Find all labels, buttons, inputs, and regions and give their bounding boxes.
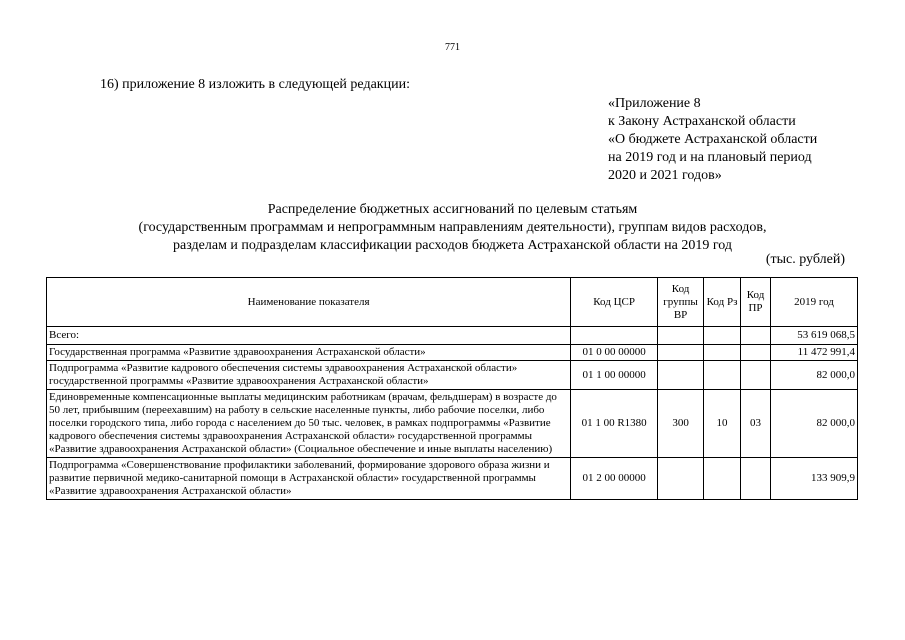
cell-csr (571, 327, 658, 345)
intro-text: 16) приложение 8 изложить в следующей редакции: (100, 77, 410, 92)
cell-csr: 01 1 00 R1380 (571, 390, 658, 458)
cell-rz (704, 361, 741, 390)
units-label: (тыс. рублей) (765, 252, 845, 267)
cell-pr (741, 361, 771, 390)
cell-pr (741, 458, 771, 500)
cell-pr (741, 327, 771, 345)
table-row (47, 345, 858, 361)
cell-rz (704, 345, 741, 361)
header-name: Наименование показателя (47, 278, 571, 327)
cell-sum: 82 000,0 (771, 390, 858, 458)
header-csr: Код ЦСР (571, 278, 658, 327)
table-title-line: (государственным программам и непрограммным направлениям деятельности), группам видов расходов, (138, 220, 767, 235)
header-rz: Код Рз (704, 278, 741, 327)
table-row (47, 390, 858, 458)
appendix-note (608, 95, 817, 185)
table-title (0, 201, 905, 255)
appendix-note-line: «О бюджете Астраханской области (608, 132, 818, 147)
budget-table (46, 277, 858, 500)
cell-sum: 82 000,0 (771, 361, 858, 390)
cell-vr (658, 458, 704, 500)
appendix-note-line: на 2019 год и на плановый период (608, 150, 812, 165)
header-pr: Код ПР (741, 278, 771, 327)
table-title-line: Распределение бюджетных ассигнований по целевым статьям (267, 202, 638, 217)
appendix-note-line: к Закону Астраханской области (608, 114, 796, 129)
table-row (47, 361, 858, 390)
cell-csr: 01 2 00 00000 (571, 458, 658, 500)
cell-rz: 10 (704, 390, 741, 458)
cell-name: Подпрограмма «Совершенствование профилактики заболеваний, формирование здорового образа жизни и развитие первичной медико-санитарной помощи в Астраханской области» государственной программы «Развитие здравоохранения Астраханской области» (47, 458, 571, 500)
table-title-line: разделам и подразделам классификации расходов бюджета Астраханской области на 2019 год (173, 238, 732, 253)
cell-sum: 133 909,9 (771, 458, 858, 500)
cell-vr: 300 (658, 390, 704, 458)
cell-sum: 53 619 068,5 (771, 327, 858, 345)
cell-name: Всего: (47, 327, 571, 345)
cell-name: Единовременные компенсационные выплаты медицинским работникам (врачам, фельдшерам) в возрасте до 50 лет, прибывшим (переехавшим) на работу в сельские населенные пункты, либо рабочие поселки, либо поселки городского типа, либо города с населением до 50 тыс. человек, в рамках подпрограммы «Развитие кадрового обеспечения системы здравоохранения Астраханской области» государственной программы «Развитие здравоохранения Астраханской области» (Социальное обеспечение и иные выплаты населению) (47, 390, 571, 458)
cell-csr: 01 0 00 00000 (571, 345, 658, 361)
cell-rz (704, 458, 741, 500)
cell-pr (741, 345, 771, 361)
cell-sum: 11 472 991,4 (771, 345, 858, 361)
cell-vr (658, 345, 704, 361)
table-row (47, 327, 858, 345)
cell-pr: 03 (741, 390, 771, 458)
table-header-row (47, 278, 858, 327)
appendix-note-line: 2020 и 2021 годов» (608, 168, 722, 183)
header-vr: Код группы ВР (658, 278, 704, 327)
page-number: 771 (445, 42, 460, 53)
cell-vr (658, 327, 704, 345)
cell-name: Государственная программа «Развитие здравоохранения Астраханской области» (47, 345, 571, 361)
table-row (47, 458, 858, 500)
appendix-note-line: «Приложение 8 (608, 96, 701, 111)
cell-csr: 01 1 00 00000 (571, 361, 658, 390)
cell-rz (704, 327, 741, 345)
cell-name: Подпрограмма «Развитие кадрового обеспечения системы здравоохранения Астраханской области» государственной программы «Развитие здравоохранения Астраханской области» (47, 361, 571, 390)
header-year: 2019 год (771, 278, 858, 327)
cell-vr (658, 361, 704, 390)
